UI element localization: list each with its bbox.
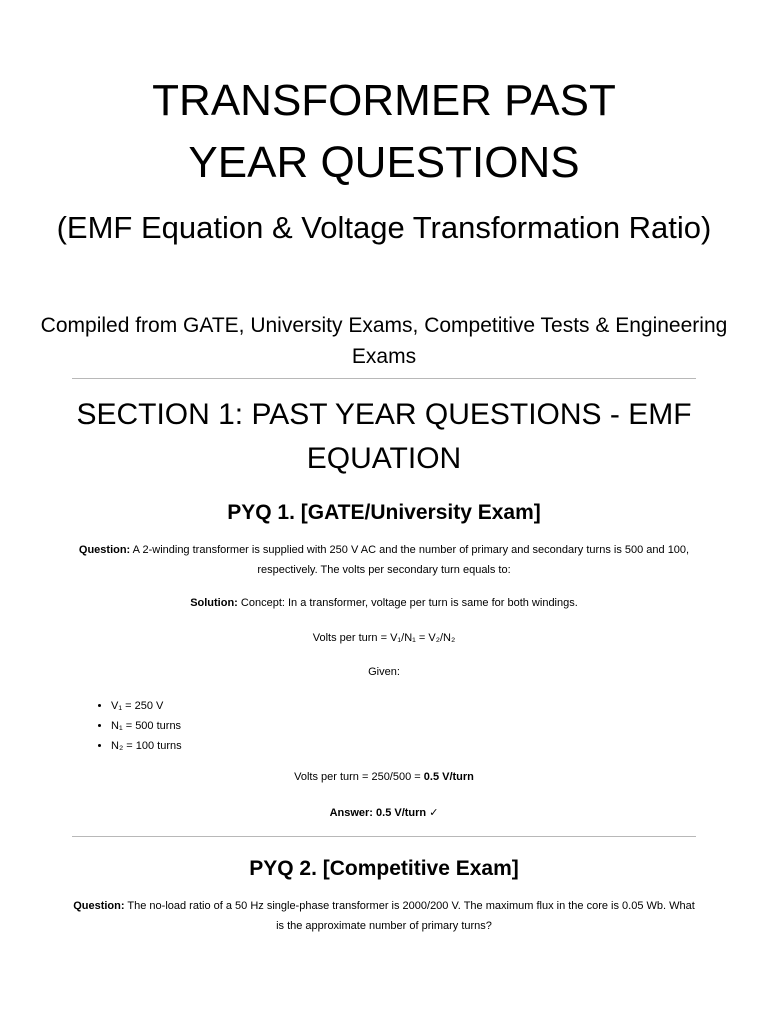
pyq-1-question (72, 540, 696, 580)
pyq-1-given-label: Given: (368, 666, 400, 678)
title-line-1: TRANSFORMER PAST (152, 76, 616, 125)
question-label: Question: (73, 900, 125, 912)
document-subtitle: (EMF Equation & Voltage Transformation Ratio) (56, 210, 712, 245)
pyq-1-answer (72, 803, 696, 823)
document-title (40, 70, 728, 194)
list-item: • V₁ = 250 V (111, 696, 182, 716)
solution-text: Concept: In a transformer, voltage per turn is same for both windings. (237, 597, 578, 609)
pyq-1-given-list (93, 696, 182, 756)
title-line-2: YEAR QUESTIONS (188, 138, 580, 187)
question-label: Question: (78, 544, 131, 556)
pyq-1-heading: PYQ 1. [GATE/University Exam] (227, 501, 541, 524)
section-1-title: SECTION 1: PAST YEAR QUESTIONS - EMF EQUATION (76, 398, 692, 475)
question-text: The no-load ratio of a 50 Hz single-phase transformer is 2000/200 V. The maximum flux in the core is 0.05 Wb. What is the approximate number of primary turns? (124, 900, 695, 932)
pyq-2-heading: PYQ 2. [Competitive Exam] (249, 857, 519, 880)
calculation-result: 0.5 V/turn (423, 771, 474, 783)
pyq-1-calculation (72, 767, 696, 787)
solution-label: Solution: (190, 597, 238, 609)
divider-1 (72, 378, 696, 379)
pyq-1-solution (72, 593, 696, 613)
list-item: • N₁ = 500 turns (111, 716, 182, 736)
pyq-1-formula: Volts per turn = V₁/N₁ = V₂/N₂ (312, 632, 456, 644)
divider-2 (72, 836, 696, 837)
pyq-2-question (72, 896, 696, 936)
compiled-note: Compiled from GATE, University Exams, Competitive Tests & Engineering Exams (40, 314, 728, 368)
question-text: A 2-winding transformer is supplied with 250 V AC and the number of primary and secondary turns is 500 and 100, respectively. The volts per secondary turn equals to: (130, 544, 690, 576)
answer-text: Answer: 0.5 V/turn ✓ (329, 807, 439, 819)
list-item: • N₂ = 100 turns (111, 736, 182, 756)
calculation-text: Volts per turn = 250/500 = (294, 771, 424, 783)
